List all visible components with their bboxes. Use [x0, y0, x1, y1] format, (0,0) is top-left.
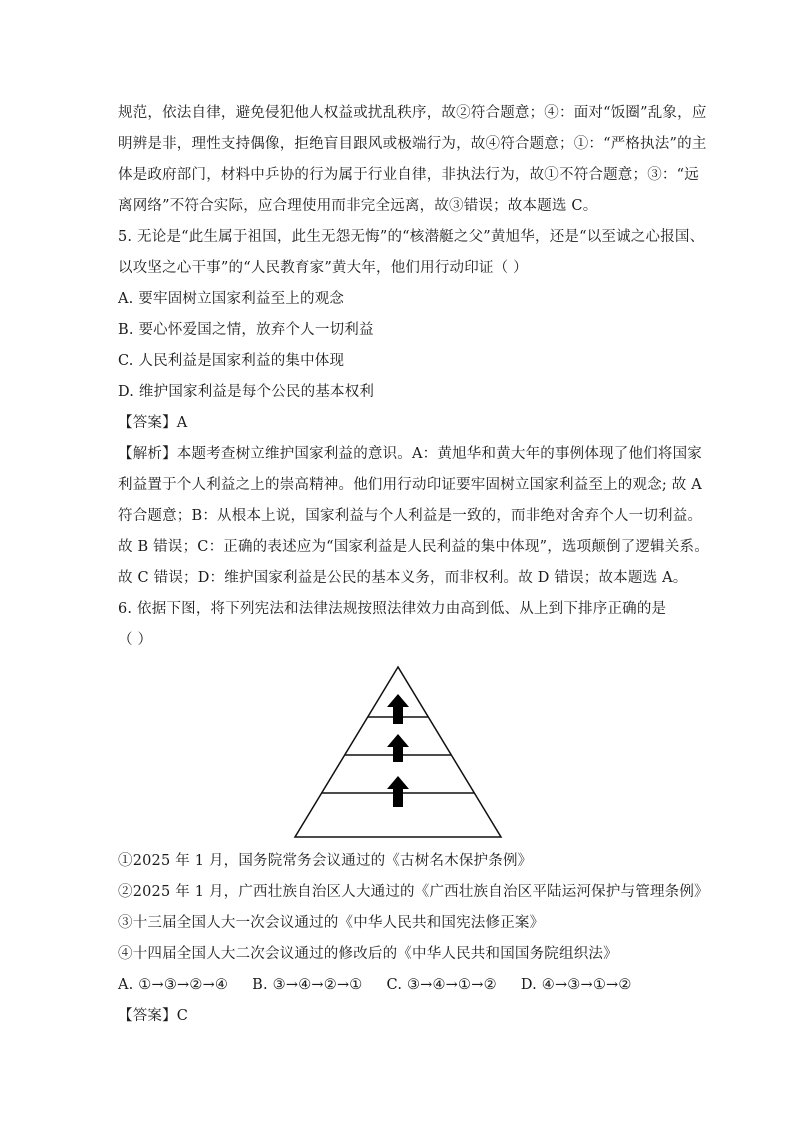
- q5-analysis-line: 故 B 错误；C：正确的表述应为“国家利益是人民利益的集中体现”，选项颠倒了逻辑关系。: [118, 539, 709, 555]
- prev-analysis-line: 离网络”不符合实际，应合理使用而非完全远离，故③错误；故本题选 C。: [118, 198, 598, 214]
- q6-item-3: ③十三届全国人大一次会议通过的《中华人民共和国宪法修正案》: [118, 915, 545, 931]
- q6-item-1: ①2025 年 1 月，国务院常务会议通过的《古树名木保护条例》: [118, 853, 533, 869]
- q5-answer: 【答案】A: [118, 415, 188, 431]
- q5-analysis-line: 【解析】本题考查树立维护国家利益的意识。A：黄旭华和黄大年的事例体现了他们将国家: [118, 446, 702, 462]
- q6-stem-line: 6. 依据下图，将下列宪法和法律法规按照法律效力由高到低、从上到下排序正确的是: [118, 601, 667, 617]
- up-arrow-icon: [387, 776, 409, 807]
- prev-analysis-line: 规范，依法自律，避免侵犯他人权益或扰乱秩序，故②符合题意；④：面对“饭圈”乱象，应: [118, 105, 707, 121]
- q5-analysis-line: 故 C 错误；D：维护国家利益是公民的基本义务，而非权利。故 D 错误；故本题选 A。: [118, 570, 688, 586]
- prev-analysis-line: 明辨是非，理性支持偶像，拒绝盲目跟风或极端行为，故④符合题意；①：“严格执法”的主: [118, 136, 707, 152]
- up-arrow-icon: [387, 694, 409, 724]
- q5-option-a: A. 要牢固树立国家利益至上的观念: [118, 291, 345, 307]
- q5-analysis-line: 利益置于个人利益之上的崇高精神。他们用行动印证要牢固树立国家利益至上的观念; 故 A: [118, 477, 702, 493]
- q6-item-4: ④十四届全国人大二次会议通过的修改后的《中华人民共和国国务院组织法》: [118, 946, 618, 962]
- q5-analysis-line: 符合题意；B：从根本上说，国家利益与个人利益是一致的，而非绝对舍弃个人一切利益。: [118, 508, 703, 524]
- q5-stem-line: 5. 无论是“此生属于祖国，此生无怨无悔”的“核潜艇之父”黄旭华，还是“以至诚之心报国、: [118, 229, 705, 245]
- prev-analysis-line: 体是政府部门，材料中乒协的行为属于行业自律，非执法行为，故①不符合题意；③：“远: [118, 167, 699, 183]
- q6-item-2: ②2025 年 1 月，广西壮族自治区人大通过的《广西壮族自治区平陆运河保护与管理条例》: [118, 884, 709, 900]
- q5-option-d: D. 维护国家利益是每个公民的基本权利: [118, 384, 375, 400]
- up-arrow-icon: [387, 734, 409, 762]
- q6-choices: A. ①→③→②→④ B. ③→④→②→① C. ③→④→①→② D. ④→③→①→②: [118, 977, 632, 993]
- q5-option-b: B. 要心怀爱国之情，放弃个人一切利益: [118, 322, 374, 338]
- q5-option-c: C. 人民利益是国家利益的集中体现: [118, 353, 345, 369]
- q5-stem-line: 以攻坚之心干事”的“人民教育家”黄大年，他们用行动印证（ ）: [118, 260, 528, 276]
- q6-stem-line: （ ）: [118, 632, 153, 648]
- legal-hierarchy-pyramid-diagram: [292, 664, 504, 840]
- q6-answer: 【答案】C: [118, 1008, 189, 1024]
